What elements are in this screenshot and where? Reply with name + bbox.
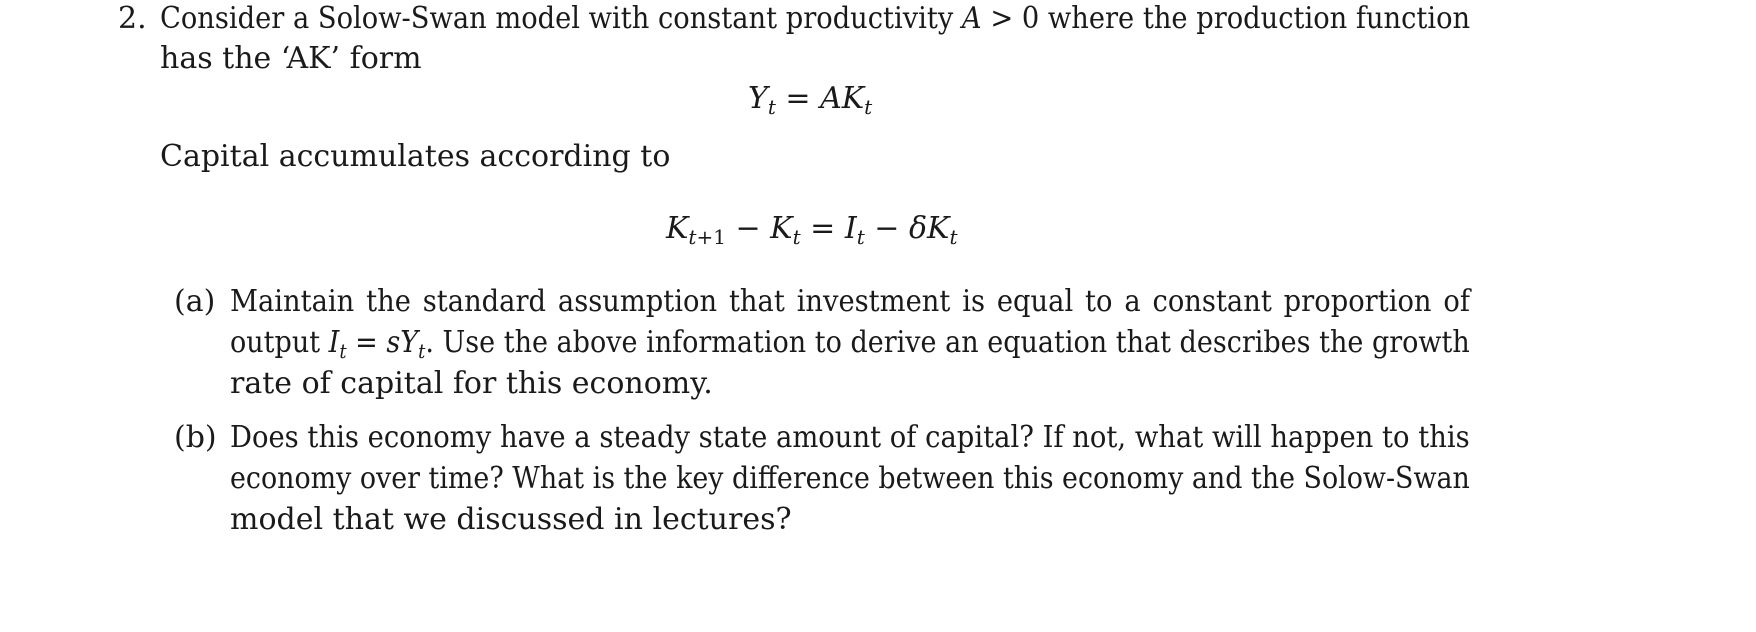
part-a-label: (a) bbox=[174, 284, 216, 319]
part-a-line-2 bbox=[230, 325, 1470, 363]
part-a-text-1: output bbox=[230, 325, 329, 360]
part-b-line-2: economy over time? What is the key difference between this economy and the Solow-Swan bbox=[230, 461, 1470, 496]
intro-text-2: where the production function bbox=[1039, 1, 1471, 36]
part-a-math: $I_t = sY_t$ bbox=[328, 325, 426, 363]
intro-math: A > 0 bbox=[961, 1, 1040, 36]
part-a-text-2: . Use the above information to derive an equation that describes the growth bbox=[425, 325, 1470, 360]
part-b-label: (b) bbox=[174, 420, 217, 455]
intro-text-1: Consider a Solow-Swan model with constant productivity bbox=[160, 1, 962, 36]
production-function-equation: $Y_t = AK_t$ bbox=[748, 81, 873, 119]
capital-accumulation-equation: $K_{t+1} - K_t = I_t - \delta K_t$ bbox=[666, 211, 958, 249]
part-b-line-3: model that we discussed in lectures? bbox=[230, 502, 792, 537]
question-intro-line-2: has the ‘AK’ form bbox=[160, 41, 422, 76]
capital-accumulation-text: Capital accumulates according to bbox=[160, 139, 671, 174]
part-a-line-1: Maintain the standard assumption that investment is equal to a constant proportion of bbox=[230, 284, 1470, 319]
part-a-line-3: rate of capital for this economy. bbox=[230, 366, 713, 401]
question-number: 2. bbox=[118, 1, 147, 36]
part-b-line-1: Does this economy have a steady state amount of capital? If not, what will happen to this bbox=[230, 420, 1470, 455]
question-intro-line-1 bbox=[160, 2, 1470, 36]
